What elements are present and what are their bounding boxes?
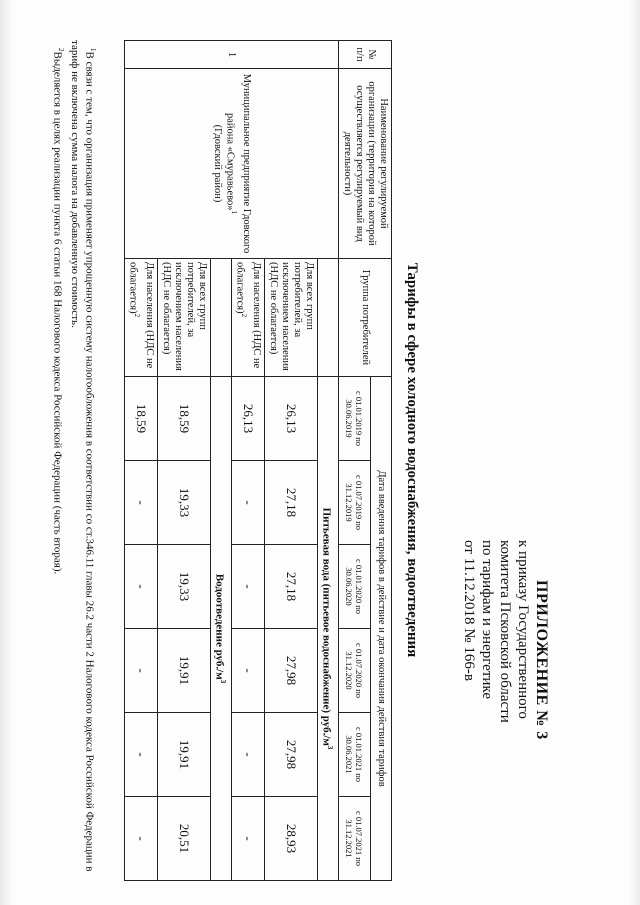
value-cell: 28,93 — [265, 797, 318, 881]
rotated-document-page — [0, 30, 560, 890]
table-row — [318, 41, 339, 881]
header-dates-caption: Дата введения тарифов в действие и дата окончания действия тарифов — [370, 377, 391, 881]
scan-edge-right — [630, 0, 640, 905]
document-title: Тарифы в сфере холодного водоснабжения, водоотведения — [404, 262, 420, 658]
header-period: с 01.07.2019 по 31.12.2019 — [339, 461, 371, 545]
value-cell: 19,33 — [158, 461, 211, 545]
value-cell: 19,91 — [158, 713, 211, 797]
value-cell: 26,13 — [231, 377, 265, 461]
table-header-row-1 — [370, 41, 391, 881]
appendix-title: ПРИЛОЖЕНИЕ № 3 — [533, 580, 550, 740]
footnote-1: $^1$В связи с тем, что организация применяет упрощенную систему налогообложения в соответствии со ст.346.11 главы 26.2 части 2 Налогового кодекса Российской Федерации в тариф не включена сумма налога на добавленную стоимость. — [69, 40, 97, 872]
value-cell: 27,98 — [265, 629, 318, 713]
group-all: Для всех групп потребителей, за исключением населения (НДС не облагается) — [265, 259, 318, 377]
appendix-line-4: от 11.12.2018 № 166-в — [461, 540, 477, 681]
value-cell: 18,59 — [124, 377, 158, 461]
footnotes — [51, 40, 100, 880]
value-cell: 19,33 — [158, 545, 211, 629]
value-cell: 27,18 — [265, 461, 318, 545]
value-cell: 26,13 — [265, 377, 318, 461]
header-group: Группа потребителей — [339, 259, 392, 377]
header-period: с 01.01.2021 по 30.06.2021 — [339, 713, 371, 797]
appendix-line-2: комитета Псковской области — [497, 540, 513, 723]
group-population: Для населения (НДС не облагается)$^2$ — [124, 259, 158, 377]
value-cell: 27,18 — [265, 545, 318, 629]
value-cell: 18,59 — [158, 377, 211, 461]
header-period: с 01.07.2021 по 31.12.2021 — [339, 797, 371, 881]
value-cell: - — [231, 461, 265, 545]
value-cell: - — [124, 713, 158, 797]
organization-name: Муниципальное предприятие Гдовского района «Смуравьево» — [224, 73, 252, 254]
header-num: № п/п — [339, 41, 392, 69]
section-drinking-water: Питьевая вода (питьевое водоснабжение) $руб./м^3$ — [318, 377, 339, 881]
value-cell: - — [124, 545, 158, 629]
value-cell: 19,91 — [158, 629, 211, 713]
group-spacer — [211, 259, 232, 377]
value-cell: 20,51 — [158, 797, 211, 881]
value-cell: - — [231, 545, 265, 629]
value-cell: - — [231, 629, 265, 713]
appendix-line-3: по тарифам и энергетике — [479, 540, 495, 699]
organization-region: (Гдовский район) — [212, 124, 224, 203]
group-population: Для населения (НДС не облагается)$^2$ — [231, 259, 265, 377]
value-cell: - — [124, 797, 158, 881]
row-number: 1 — [124, 41, 338, 69]
value-cell: 27,98 — [265, 713, 318, 797]
appendix-header — [460, 540, 550, 880]
footnote-2: $^2$Выделяется в целях реализации пункта 6 статьи 168 Налогового кодекса Российской Федерации (часть вторая). — [51, 48, 66, 575]
organization-cell — [124, 69, 338, 259]
value-cell: - — [231, 713, 265, 797]
group-spacer — [318, 259, 339, 377]
group-all: Для всех групп потребителей, за исключением населения (НДС не облагается) — [158, 259, 211, 377]
footnote-mark-1: 1 — [229, 210, 238, 215]
value-cell: - — [124, 461, 158, 545]
header-period: с 01.01.2019 по 30.06.2019 — [339, 377, 371, 461]
section-wastewater: Водоотведение $руб./м^3$ — [211, 377, 232, 881]
header-organization: Наименование регулируемой организации (территория на которой осуществляется регулируемый вид деятельности) — [339, 69, 392, 259]
value-cell: - — [124, 629, 158, 713]
tariff-table — [124, 40, 392, 881]
value-cell: - — [231, 797, 265, 881]
header-period: с 01.07.2020 по 31.12.2020 — [339, 629, 371, 713]
appendix-line-1: к приказу Государственного — [515, 540, 531, 719]
header-period: с 01.01.2020 по 30.06.2020 — [339, 545, 371, 629]
